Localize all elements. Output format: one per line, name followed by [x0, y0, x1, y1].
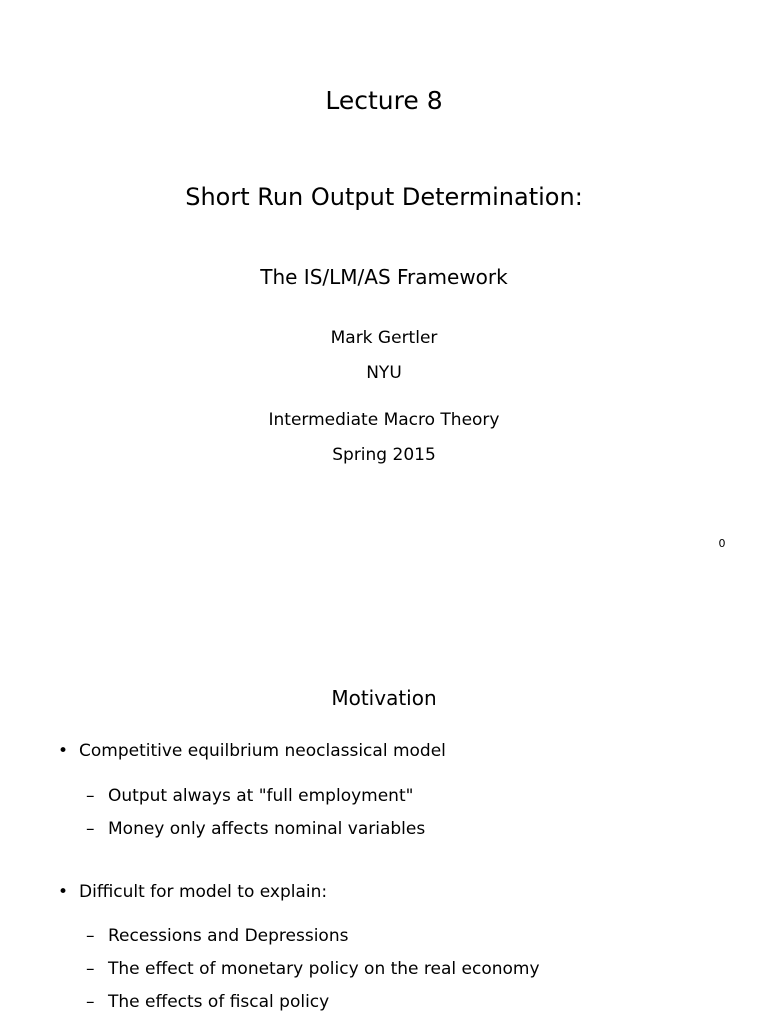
- sub-item-text: Output always at "full employment": [108, 786, 414, 806]
- bullet-marker: •: [58, 882, 69, 902]
- bullet-item: [58, 741, 446, 761]
- sub-item-text: The effect of monetary policy on the real economy: [108, 959, 540, 979]
- sub-item-marker: –: [86, 992, 95, 1012]
- institution: NYU: [366, 363, 402, 383]
- course-name: Intermediate Macro Theory: [268, 410, 500, 430]
- sub-item: [86, 786, 413, 806]
- sub-item: [86, 819, 425, 839]
- term: Spring 2015: [332, 445, 436, 465]
- main-title: Short Run Output Determination:: [185, 183, 583, 211]
- page-number: 0: [718, 537, 726, 550]
- author-name: Mark Gertler: [330, 328, 438, 348]
- bullet-item: [58, 882, 327, 902]
- sub-item-text: Recessions and Depressions: [108, 926, 349, 946]
- section-title: Motivation: [331, 686, 437, 710]
- bullet-marker: •: [58, 741, 69, 761]
- sub-item-marker: –: [86, 926, 95, 946]
- sub-item-marker: –: [86, 786, 95, 806]
- subtitle: The IS/LM/AS Framework: [260, 265, 508, 289]
- bullet-text: Difficult for model to explain:: [79, 882, 328, 902]
- sub-item: [86, 926, 348, 946]
- sub-item-marker: –: [86, 959, 95, 979]
- bullet-text: Competitive equilbrium neoclassical model: [79, 741, 446, 761]
- sub-item-marker: –: [86, 819, 95, 839]
- lecture-title: Lecture 8: [325, 86, 443, 115]
- sub-item-text: Money only affects nominal variables: [108, 819, 426, 839]
- sub-item: [86, 959, 540, 979]
- sub-item-text: The effects of fiscal policy: [108, 992, 330, 1012]
- sub-item: [86, 992, 329, 1012]
